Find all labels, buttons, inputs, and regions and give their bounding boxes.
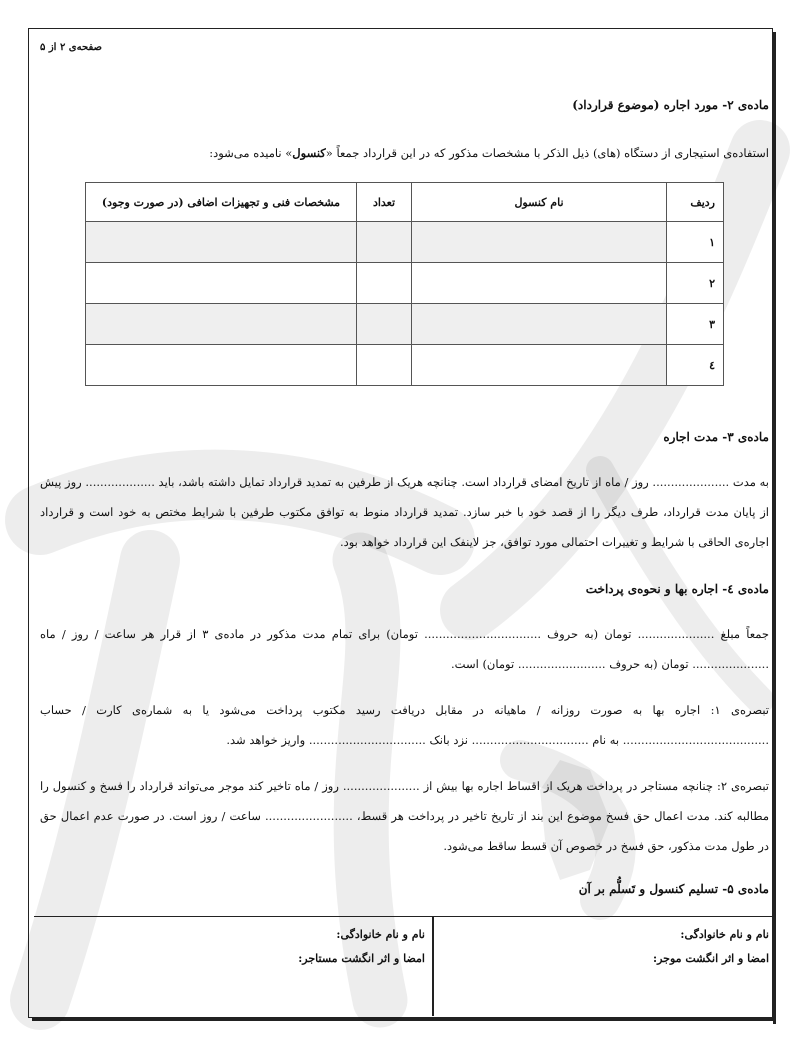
specs-cell[interactable] (86, 345, 357, 386)
header-specs: مشخصات فنی و تجهیزات اضافی (در صورت وجود) (86, 183, 357, 222)
frame-shadow-bottom (32, 1018, 776, 1021)
lessor-signature-label: امضا و اثر انگشت موجر: (653, 952, 769, 965)
article-4-text: جمعاً مبلغ ..................... تومان (به حروف ................................ تومان) برای تمام مدت مذکور در ماده‌ی ۳ از قرار هر ساعت / روز / ماه ..................... تومان (به حروف ........................ تومان) است. (40, 627, 769, 671)
row-number: ٤ (667, 345, 724, 386)
lessee-signature-label: امضا و اثر انگشت مستاجر: (298, 952, 425, 965)
header-console-name: نام کنسول (412, 183, 667, 222)
page-number: صفحه‌ی ۲ از ۵ (40, 42, 103, 53)
row-number: ۲ (667, 263, 724, 304)
article-4-heading: ماده‌ی ٤- اجاره بها و نحوه‌ی پرداخت (585, 582, 769, 596)
quantity-cell[interactable] (357, 304, 412, 345)
row-number: ۳ (667, 304, 724, 345)
table-row (86, 222, 724, 263)
console-name-cell[interactable] (412, 263, 667, 304)
article-2-heading: ماده‌ی ۲- مورد اجاره (موضوع قرارداد) (572, 98, 769, 112)
header-row-number: ردیف (667, 183, 724, 222)
article-4-note-1: تبصره‌ی ۱: اجاره بها به صورت روزانه / ماهیانه در مقابل دریافت رسید مکتوب پرداخت می‌شود یا به شماره‌ی کارت / حساب ........................................ به نام ................................ نزد بانک ................................ واریز خواهد شد. (40, 703, 769, 747)
console-name-cell[interactable] (412, 304, 667, 345)
specs-cell[interactable] (86, 222, 357, 263)
article-2-intro-before: استفاده‌ی استیجاری از دستگاه (های) ذیل الذکر با مشخصات مذکور که در این قرارداد جمعاً « (325, 146, 769, 160)
lessor-name-label: نام و نام خانوادگی: (680, 928, 769, 941)
article-4-note-2: تبصره‌ی ۲: چنانچه مستاجر در پرداخت هریک از اقساط اجاره بها بیش از ..................... روز / ماه تاخیر کند موجر می‌تواند قرارداد را فسخ و کنسول را مطالبه کند. مدت اعمال حق فسخ موضوع این بند از تاریخ تاخیر در پرداخت هر قسط، ........................ ساعت / روز است. در صورت عدم اعمال حق در طول مدت مذکور، حق فسخ در خصوص آن قسط ساقط می‌شود. (40, 779, 770, 853)
lessee-name-label: نام و نام خانوادگی: (336, 928, 425, 941)
console-table (85, 182, 724, 386)
console-name-cell[interactable] (412, 345, 667, 386)
quantity-cell[interactable] (357, 263, 412, 304)
frame-shadow-right (773, 32, 776, 1024)
table-row (86, 304, 724, 345)
quantity-cell[interactable] (357, 345, 412, 386)
quantity-cell[interactable] (357, 222, 412, 263)
article-2-intro (40, 138, 769, 168)
table-header-row (86, 183, 724, 222)
table-row (86, 263, 724, 304)
article-3-text: به مدت ..................... روز / ماه از تاریخ امضای قرارداد است. چنانچه هریک از طرفین به تمدید قرارداد تمایل داشته باشد، باید ................... روز پیش از پایان مدت قرارداد، طرف دیگر را از قصد خود با خبر سازد. تمدید قرارداد منوط به توافق مکتوب طرفین با شرایط مختص به خود است و قرارداد اجاره‌ی الحاقی با شرایط و تغییرات احتمالی مورد توافق، جز لاینفک این قرارداد خواهد بود. (40, 475, 769, 549)
specs-cell[interactable] (86, 263, 357, 304)
article-5-heading: ماده‌ی ۵- تسلیم کنسول و تَسلُّم بر آن (578, 882, 769, 896)
signature-divider (432, 916, 434, 1016)
specs-cell[interactable] (86, 304, 357, 345)
console-name-cell[interactable] (412, 222, 667, 263)
header-quantity: تعداد (357, 183, 412, 222)
article-3-heading: ماده‌ی ۳- مدت اجاره (663, 430, 769, 444)
row-number: ۱ (667, 222, 724, 263)
article-2-intro-after: » نامیده می‌شود: (209, 146, 293, 160)
table-row (86, 345, 724, 386)
article-2-intro-bold: کنسول (292, 146, 326, 160)
